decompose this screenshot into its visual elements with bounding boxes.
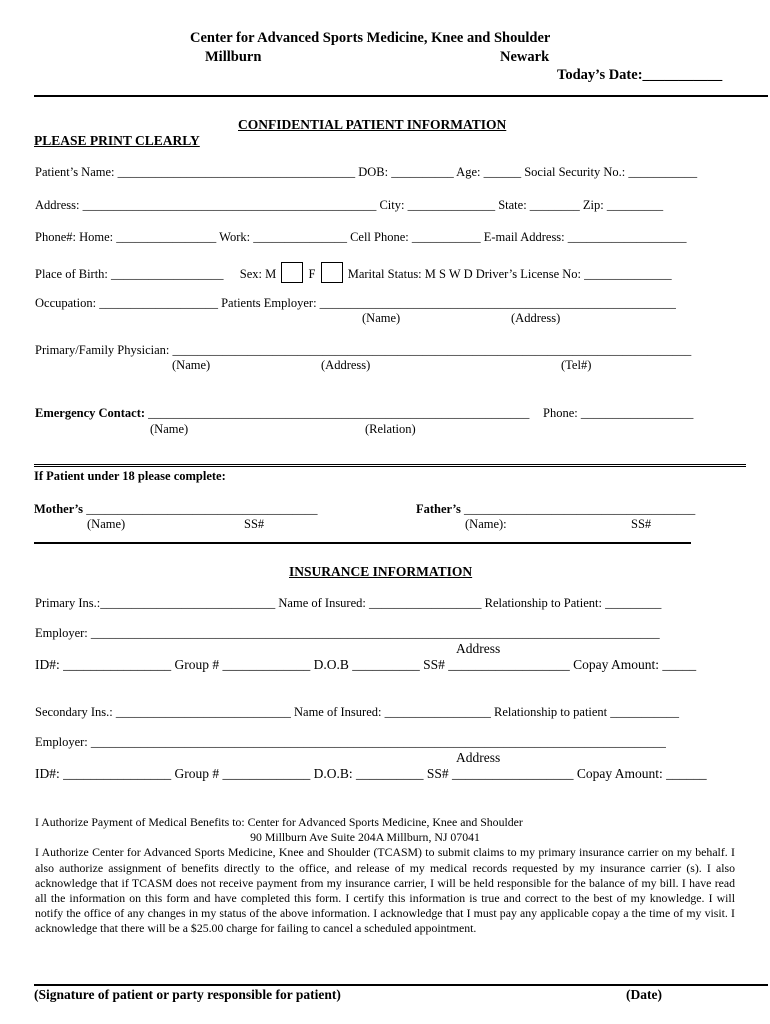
drivers-license-field[interactable]: Driver’s License No: ______________: [475, 267, 672, 281]
insurance-divider: [34, 542, 691, 544]
mother-ss-caption: SS#: [244, 517, 265, 531]
secondary-insurance-line[interactable]: Secondary Ins.: ____________________________ Name of Insured: _________________ Relationship to patient ___________: [35, 705, 680, 719]
sex-male-checkbox[interactable]: [281, 262, 303, 283]
minor-divider: [34, 464, 746, 467]
primary-address-caption: Address: [456, 641, 501, 656]
signature-caption: (Signature of patient or party responsible for patient): [34, 987, 341, 1002]
employer-address-caption: (Address): [511, 311, 561, 325]
minor-title: If Patient under 18 please complete:: [34, 469, 226, 483]
physician-line[interactable]: Primary/Family Physician: ___________________________________________________________________________________: [35, 343, 692, 357]
authorization-address: 90 Millburn Ave Suite 204A Millburn, NJ 07041: [250, 830, 480, 845]
emergency-phone-field[interactable]: Phone: __________________: [543, 406, 694, 420]
signature-line[interactable]: [34, 984, 768, 986]
primary-id-line[interactable]: ID#: ________________ Group # _____________ D.O.B __________ SS# __________________ Copay Amount: _____: [35, 657, 697, 672]
emergency-contact-label: Emergency Contact:: [35, 406, 146, 420]
todays-date-field[interactable]: Today’s Date:___________: [557, 67, 723, 83]
sex-label: Sex: M: [239, 267, 277, 281]
authorization-text: [35, 815, 735, 937]
insurance-title: INSURANCE INFORMATION: [289, 564, 473, 579]
birth-sex-line: [35, 262, 672, 283]
mother-name-caption: (Name): [87, 517, 126, 531]
location-millburn: Millburn: [205, 49, 262, 65]
physician-name-caption: (Name): [172, 358, 211, 372]
father-name-caption: (Name):: [465, 517, 507, 531]
place-of-birth-field[interactable]: Place of Birth: __________________: [35, 267, 224, 281]
emergency-relation-caption: (Relation): [365, 422, 416, 436]
print-clearly-label: PLEASE PRINT CLEARLY: [34, 133, 200, 148]
mother-field[interactable]: _____________________________________: [86, 502, 318, 516]
location-newark: Newark: [500, 49, 550, 65]
primary-insurance-line[interactable]: Primary Ins.:____________________________ Name of Insured: __________________ Relationship to Patient: _________: [35, 596, 662, 610]
emergency-contact-line: [35, 406, 529, 421]
mother-label: Mother’s: [34, 502, 84, 516]
marital-status-field[interactable]: Marital Status: M S W D: [347, 267, 473, 281]
phone-line[interactable]: Phone#: Home: ________________ Work: _______________ Cell Phone: ___________ E-mail Address: ___________________: [35, 230, 687, 244]
authorization-body: I Authorize Center for Advanced Sports Medicine, Knee and Shoulder (TCASM) to submit claims to my primary insurance carrier on my behalf. I also authorize assignment of benefits directly to the office, and release of my medical records requested by my insurance carrier (s). I also acknowledge that if TCASM does not receive payment from my insurance carrier, I will be held responsible for the balance of my bill. I have read all the information on this form and have completed this form. I certify this information is true and correct to the best of my knowledge. I will notify the office of any changes in my status of the above information. I acknowledge that I must pay any applicable copay a the time of my visit. I acknowledge that there will be a $25.00 charge for failing to cancel a scheduled appointment.: [35, 845, 735, 936]
father-field[interactable]: _____________________________________: [464, 502, 696, 516]
occupation-line[interactable]: Occupation: ___________________ Patients Employer: _________________________________________________________: [35, 296, 676, 310]
secondary-id-line[interactable]: ID#: ________________ Group # _____________ D.O.B: __________ SS# __________________ Copay Amount: ______: [35, 766, 707, 781]
header-divider: [34, 95, 768, 97]
physician-tel-caption: (Tel#): [561, 358, 592, 372]
father-line: [416, 502, 695, 517]
clinic-name: Center for Advanced Sports Medicine, Knee and Shoulder: [190, 30, 551, 46]
father-label: Father’s: [416, 502, 461, 516]
patient-name-line[interactable]: Patient’s Name: ______________________________________ DOB: __________ Age: ______ Social Security No.: ___________: [35, 165, 698, 179]
sex-female-checkbox[interactable]: [321, 262, 343, 283]
father-ss-caption: SS#: [631, 517, 652, 531]
address-line[interactable]: Address: _______________________________________________ City: ______________ State: ________ Zip: _________: [35, 198, 664, 212]
employer-name-caption: (Name): [362, 311, 401, 325]
confidential-title: CONFIDENTIAL PATIENT INFORMATION: [238, 117, 507, 132]
sex-female-label: F: [308, 267, 316, 281]
secondary-address-caption: Address: [456, 750, 501, 765]
emergency-contact-field[interactable]: _____________________________________________________________: [148, 406, 530, 420]
emergency-name-caption: (Name): [150, 422, 189, 436]
primary-employer-line[interactable]: Employer: ___________________________________________________________________________________________: [35, 626, 660, 640]
mother-line: [34, 502, 317, 517]
date-caption: (Date): [626, 987, 662, 1002]
authorization-payee: I Authorize Payment of Medical Benefits to: Center for Advanced Sports Medicine, Knee and Shoulder: [35, 815, 523, 829]
secondary-employer-line[interactable]: Employer: ____________________________________________________________________________________________: [35, 735, 666, 749]
physician-address-caption: (Address): [321, 358, 371, 372]
